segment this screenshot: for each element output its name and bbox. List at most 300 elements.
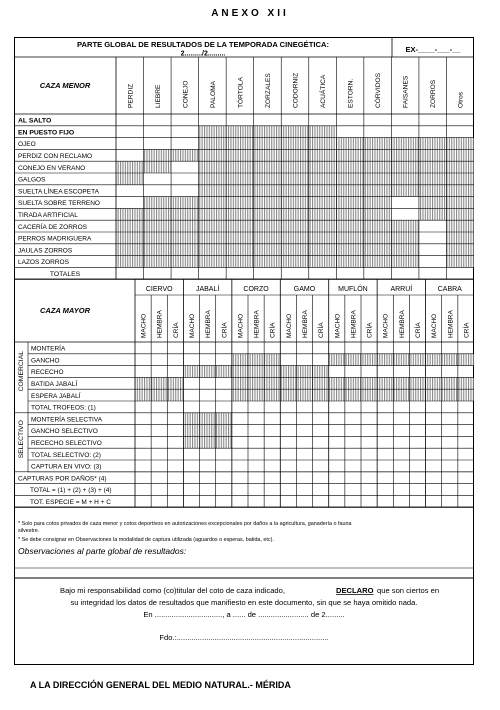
shaded-cell: [361, 389, 377, 401]
shaded-cell: [199, 244, 227, 256]
shaded-cell: [171, 256, 199, 268]
shaded-cell: [364, 256, 392, 268]
big-game-species-header: ARRUÍ: [390, 286, 413, 293]
shaded-cell: [254, 126, 282, 138]
big-game-species-header: CIERVO: [145, 286, 173, 293]
shaded-cell: [199, 173, 227, 185]
shaded-cell: [264, 366, 280, 378]
declaration-place-date: En ................................, a ...... de ........................ de 2.........: [143, 610, 345, 619]
big-game-sub-header: MACHO: [431, 313, 439, 338]
shaded-cell: [116, 244, 144, 256]
shaded-cell: [264, 389, 280, 401]
shaded-cell: [391, 185, 419, 197]
big-game-row-label: TOT. ESPECIE = M + H + C: [30, 499, 111, 506]
shaded-cell: [199, 256, 227, 268]
shaded-cell: [232, 354, 248, 366]
shaded-cell: [336, 220, 364, 232]
shaded-cell: [364, 208, 392, 220]
header-period: 2........./2.........: [180, 50, 226, 58]
blank-cell: [419, 244, 447, 256]
shaded-cell: [446, 256, 474, 268]
small-game-row-label: CACERÍA DE ZORROS: [18, 223, 87, 231]
shaded-cell: [329, 389, 345, 401]
shaded-cell: [226, 185, 254, 197]
small-game-species-header: ACUÁTICA: [320, 74, 328, 108]
big-game-species-header: CORZO: [243, 286, 269, 293]
shaded-cell: [419, 173, 447, 185]
declaration-text: que son ciertos en: [377, 586, 440, 595]
shaded-cell: [329, 377, 345, 389]
big-game-species-header: GAMO: [293, 286, 316, 293]
small-game-row-label: SUELTA SOBRE TERRENO: [18, 200, 100, 208]
shaded-cell: [281, 185, 309, 197]
shaded-cell: [458, 389, 474, 401]
shaded-cell: [151, 389, 167, 401]
big-game-sub-header: MACHO: [140, 313, 148, 338]
shaded-cell: [391, 149, 419, 161]
shaded-cell: [391, 244, 419, 256]
group-label-comercial: COMERCIAL: [18, 350, 25, 392]
shaded-cell: [281, 256, 309, 268]
shaded-cell: [226, 161, 254, 173]
blank-cell: [419, 256, 447, 268]
small-game-species-header: FAISANES: [402, 75, 410, 108]
shaded-cell: [364, 138, 392, 150]
shaded-cell: [216, 413, 232, 425]
big-game-species-header: MUFLÓN: [338, 286, 368, 293]
small-game-species-header: LIEBRE: [154, 84, 162, 108]
shaded-cell: [167, 377, 183, 389]
shaded-cell: [336, 232, 364, 244]
big-game-row-label: TOTAL = (1) + (2) + (3) + (4): [30, 487, 112, 495]
shaded-cell: [199, 161, 227, 173]
shaded-cell: [336, 256, 364, 268]
small-game-row-label: EN PUESTO FIJO: [18, 129, 75, 137]
small-game-species-header: ESTORN.: [347, 78, 355, 108]
annex-title: ANEXO XII: [211, 8, 289, 19]
big-game-row-label: MONTERÍA: [31, 345, 66, 353]
big-game-sub-header: HEMBRA: [302, 310, 309, 338]
shaded-cell: [309, 173, 337, 185]
shaded-cell: [116, 232, 144, 244]
shaded-cell: [216, 425, 232, 437]
big-game-row-label: RECECHO: [31, 369, 64, 377]
shaded-cell: [280, 377, 296, 389]
shaded-cell: [336, 197, 364, 209]
shaded-cell: [336, 149, 364, 161]
shaded-cell: [345, 389, 361, 401]
blank-cell: [144, 173, 172, 185]
shaded-cell: [296, 377, 312, 389]
shaded-cell: [419, 197, 447, 209]
shaded-cell: [144, 208, 172, 220]
shaded-cell: [309, 185, 337, 197]
footnote-1: * Solo para cotos privados de caza menor y cotos deportivos en autorizaciones excepcionales por daños a la agricultura, ganadería o fauna: [18, 521, 352, 527]
shaded-cell: [199, 197, 227, 209]
big-game-species-header: CABRA: [437, 286, 462, 293]
shaded-cell: [364, 173, 392, 185]
big-game-row-label: MONTERÍA SELECTIVA: [31, 416, 103, 424]
shaded-cell: [309, 232, 337, 244]
shaded-cell: [281, 244, 309, 256]
group-label-selectivo: SELECTIVO: [18, 420, 25, 459]
signature-line: Fdo.:........................................................................: [159, 633, 329, 642]
shaded-cell: [281, 220, 309, 232]
shaded-cell: [200, 436, 216, 448]
shaded-cell: [361, 354, 377, 366]
small-game-row-label: PERROS MADRIGUERA: [18, 235, 92, 243]
shaded-cell: [226, 244, 254, 256]
small-game-species-header: CODORNIZ: [292, 72, 300, 108]
shaded-cell: [199, 185, 227, 197]
shaded-cell: [446, 138, 474, 150]
shaded-cell: [151, 377, 167, 389]
big-game-sub-header: CRÍA: [415, 322, 422, 338]
shaded-cell: [336, 185, 364, 197]
shaded-cell: [336, 244, 364, 256]
shaded-cell: [419, 149, 447, 161]
shaded-cell: [309, 138, 337, 150]
shaded-cell: [232, 366, 248, 378]
shaded-cell: [309, 149, 337, 161]
shaded-cell: [419, 185, 447, 197]
header-title: PARTE GLOBAL DE RESULTADOS DE LA TEMPORADA CINEGÉTICA:: [76, 40, 330, 49]
shaded-cell: [199, 220, 227, 232]
shaded-cell: [313, 377, 329, 389]
shaded-cell: [199, 208, 227, 220]
shaded-cell: [226, 138, 254, 150]
shaded-cell: [409, 354, 425, 366]
blank-cell: [296, 354, 312, 366]
shaded-cell: [336, 138, 364, 150]
shaded-cell: [446, 232, 474, 244]
shaded-cell: [377, 354, 393, 366]
shaded-cell: [226, 197, 254, 209]
big-game-sub-header: HEMBRA: [253, 310, 261, 338]
shaded-cell: [281, 161, 309, 173]
big-game-row-label: RECECHO SELECTIVO: [31, 440, 102, 447]
shaded-cell: [309, 161, 337, 173]
shaded-cell: [446, 149, 474, 161]
shaded-cell: [364, 161, 392, 173]
small-game-row-label: LAZOS ZORROS: [18, 259, 69, 267]
small-game-row-label: OJEO: [18, 141, 36, 149]
shaded-cell: [254, 220, 282, 232]
shaded-cell: [200, 366, 216, 378]
blank-cell: [171, 161, 199, 173]
shaded-cell: [442, 354, 458, 366]
shaded-cell: [171, 208, 199, 220]
shaded-cell: [226, 126, 254, 138]
shaded-cell: [419, 161, 447, 173]
shaded-cell: [281, 149, 309, 161]
shaded-cell: [254, 232, 282, 244]
small-game-row-label: TIRADA ARTIFICIAL: [18, 212, 78, 219]
shaded-cell: [116, 256, 144, 268]
small-game-species-header: TÓRTOLA: [237, 77, 245, 108]
shaded-cell: [171, 220, 199, 232]
shaded-cell: [281, 138, 309, 150]
shaded-cell: [309, 220, 337, 232]
blank-cell: [116, 185, 144, 197]
blank-cell: [391, 208, 419, 220]
shaded-cell: [364, 197, 392, 209]
big-game-sub-header: CRÍA: [269, 322, 277, 338]
shaded-cell: [426, 354, 442, 366]
shaded-cell: [144, 149, 172, 161]
shaded-cell: [226, 256, 254, 268]
shaded-cell: [446, 161, 474, 173]
shaded-cell: [199, 138, 227, 150]
big-game-sub-header: MACHO: [189, 313, 196, 338]
shaded-cell: [144, 256, 172, 268]
shaded-cell: [135, 389, 151, 401]
shaded-cell: [216, 436, 232, 448]
shaded-cell: [419, 208, 447, 220]
shaded-cell: [446, 173, 474, 185]
big-game-sub-header: HEMBRA: [447, 310, 455, 338]
shaded-cell: [309, 126, 337, 138]
shaded-cell: [442, 389, 458, 401]
shaded-cell: [199, 149, 227, 161]
shaded-cell: [313, 389, 329, 401]
big-game-sub-header: MACHO: [285, 313, 293, 338]
shaded-cell: [116, 208, 144, 220]
shaded-cell: [200, 425, 216, 437]
shaded-cell: [116, 173, 144, 185]
blank-cell: [144, 185, 172, 197]
shaded-cell: [264, 377, 280, 389]
shaded-cell: [144, 244, 172, 256]
shaded-cell: [232, 389, 248, 401]
shaded-cell: [336, 208, 364, 220]
shaded-cell: [309, 256, 337, 268]
footer-address: A LA DIRECCIÓN GENERAL DEL MEDIO NATURAL.- MÉRIDA: [30, 680, 291, 690]
shaded-cell: [226, 220, 254, 232]
shaded-cell: [171, 232, 199, 244]
shaded-cell: [199, 126, 227, 138]
shaded-cell: [254, 149, 282, 161]
shaded-cell: [377, 377, 393, 389]
shaded-cell: [281, 126, 309, 138]
small-game-species-header: PALOMA: [209, 81, 217, 108]
shaded-cell: [254, 138, 282, 150]
small-game-species-header: ZORROS: [430, 79, 438, 108]
blank-cell: [419, 220, 447, 232]
shaded-cell: [144, 161, 172, 173]
observations-label: Observaciones al parte global de resultados:: [18, 546, 187, 556]
shaded-cell: [144, 232, 172, 244]
shaded-cell: [361, 377, 377, 389]
shaded-cell: [345, 377, 361, 389]
shaded-cell: [226, 173, 254, 185]
shaded-cell: [135, 377, 151, 389]
shaded-cell: [446, 244, 474, 256]
shaded-cell: [409, 389, 425, 401]
shaded-cell: [254, 197, 282, 209]
big-game-row-label: CAPTURAS POR DAÑOS* (4): [18, 475, 107, 483]
small-game-totals-label: TOTALES: [49, 271, 81, 278]
small-game-species-header: PERDIZ: [127, 83, 135, 108]
shaded-cell: [393, 354, 409, 366]
big-game-sub-header: CRÍA: [172, 322, 180, 338]
shaded-cell: [248, 377, 264, 389]
big-game-row-label: GANCHO SELECTIVO: [31, 428, 98, 436]
shaded-cell: [446, 220, 474, 232]
shaded-cell: [409, 377, 425, 389]
shaded-cell: [391, 138, 419, 150]
shaded-cell: [446, 197, 474, 209]
big-game-sub-header: CRÍA: [366, 322, 374, 338]
shaded-cell: [364, 232, 392, 244]
big-game-row-label: GANCHO: [31, 357, 60, 365]
shaded-cell: [171, 197, 199, 209]
shaded-cell: [426, 389, 442, 401]
shaded-cell: [393, 389, 409, 401]
shaded-cell: [226, 208, 254, 220]
declaration-text: Bajo mi responsabilidad como (co)titular del coto de caza indicado,: [60, 586, 285, 595]
footnote-2: * Se debe consignar en Observaciones la modalidad de captura utilizada (aguardos o esperas, batida, etc).: [18, 537, 274, 543]
big-game-sub-header: CRÍA: [318, 322, 326, 338]
big-game-row-label: CAPTURA EN VIVO: (3): [31, 463, 102, 471]
small-game-heading: CAZA MENOR: [39, 81, 91, 90]
shaded-cell: [336, 173, 364, 185]
big-game-sub-header: MACHO: [334, 313, 342, 338]
declaration-keyword: DECLARO: [336, 586, 374, 595]
big-game-row-label: ESPERA JABALÍ: [31, 392, 81, 400]
small-game-row-label: GALGOS: [18, 176, 46, 184]
shaded-cell: [309, 197, 337, 209]
shaded-cell: [377, 389, 393, 401]
shaded-cell: [419, 138, 447, 150]
small-game-row-label: AL SALTO: [18, 117, 52, 125]
big-game-sub-header: MACHO: [237, 313, 245, 338]
blank-cell: [116, 197, 144, 209]
big-game-sub-header: HEMBRA: [350, 310, 358, 338]
big-game-sub-header: CRÍA: [463, 322, 471, 338]
big-game-sub-header: CRÍA: [221, 322, 229, 338]
shaded-cell: [171, 244, 199, 256]
shaded-cell: [116, 161, 144, 173]
shaded-cell: [364, 185, 392, 197]
shaded-cell: [254, 256, 282, 268]
shaded-cell: [199, 232, 227, 244]
shaded-cell: [391, 256, 419, 268]
big-game-species-header: JABALÍ: [195, 286, 220, 293]
blank-cell: [419, 232, 447, 244]
declaration-text: su integridad los datos de resultados que manifiesto en este documento, sin que se haya omitido nada.: [70, 598, 418, 607]
shaded-cell: [226, 232, 254, 244]
small-game-species-header: CONEJO: [182, 80, 190, 108]
shaded-cell: [254, 161, 282, 173]
shaded-cell: [442, 377, 458, 389]
shaded-cell: [183, 413, 199, 425]
shaded-cell: [458, 354, 474, 366]
shaded-cell: [281, 197, 309, 209]
shaded-cell: [232, 377, 248, 389]
shaded-cell: [254, 185, 282, 197]
big-game-sub-header: HEMBRA: [205, 310, 213, 338]
shaded-cell: [183, 436, 199, 448]
big-game-heading: CAZA MAYOR: [40, 306, 90, 315]
shaded-cell: [313, 366, 329, 378]
shaded-cell: [183, 366, 199, 378]
shaded-cell: [296, 389, 312, 401]
small-game-species-header: ZORZALES: [264, 73, 272, 108]
shaded-cell: [116, 220, 144, 232]
shaded-cell: [171, 149, 199, 161]
shaded-cell: [446, 208, 474, 220]
shaded-cell: [364, 220, 392, 232]
shaded-cell: [144, 197, 172, 209]
shaded-cell: [296, 366, 312, 378]
shaded-cell: [281, 208, 309, 220]
shaded-cell: [393, 377, 409, 389]
big-game-row-label: TOTAL SELECTIVO: (2): [31, 451, 101, 459]
shaded-cell: [426, 377, 442, 389]
shaded-cell: [226, 149, 254, 161]
shaded-cell: [254, 173, 282, 185]
shaded-cell: [309, 244, 337, 256]
small-game-row-label: CONEJO EN VERANO: [18, 164, 86, 172]
small-game-species-header: Otros: [457, 91, 465, 108]
blank-cell: [171, 185, 199, 197]
shaded-cell: [391, 173, 419, 185]
big-game-sub-header: MACHO: [382, 313, 390, 338]
ex-reference: EX-____-___-__: [405, 45, 461, 54]
shaded-cell: [329, 354, 345, 366]
shaded-cell: [364, 149, 392, 161]
big-game-row-label: BATIDA JABALÍ: [31, 381, 78, 388]
shaded-cell: [248, 354, 264, 366]
shaded-cell: [391, 220, 419, 232]
shaded-cell: [446, 185, 474, 197]
shaded-cell: [248, 389, 264, 401]
shaded-cell: [336, 161, 364, 173]
shaded-cell: [183, 425, 199, 437]
shaded-cell: [144, 220, 172, 232]
shaded-cell: [281, 173, 309, 185]
footnote-1-continued: silvestre.: [18, 528, 40, 534]
shaded-cell: [280, 389, 296, 401]
shaded-cell: [167, 389, 183, 401]
shaded-cell: [364, 244, 392, 256]
shaded-cell: [200, 413, 216, 425]
shaded-cell: [309, 208, 337, 220]
shaded-cell: [216, 366, 232, 378]
small-game-row-label: SUELTA LÍNEA ESCOPETA: [18, 188, 99, 196]
blank-cell: [313, 354, 329, 366]
shaded-cell: [281, 232, 309, 244]
shaded-cell: [458, 377, 474, 389]
shaded-cell: [280, 366, 296, 378]
shaded-cell: [254, 244, 282, 256]
shaded-cell: [248, 366, 264, 378]
shaded-cell: [391, 161, 419, 173]
small-game-row-label: JAULAS ZORROS: [18, 247, 73, 255]
big-game-sub-header: HEMBRA: [398, 310, 406, 338]
blank-cell: [280, 354, 296, 366]
shaded-cell: [345, 354, 361, 366]
small-game-species-header: CÓRVIDOS: [375, 72, 383, 108]
shaded-cell: [264, 354, 280, 366]
shaded-cell: [391, 232, 419, 244]
big-game-sub-header: HEMBRA: [156, 310, 164, 338]
big-game-row-label: TOTAL TROFEOS: (1): [31, 404, 96, 412]
blank-cell: [391, 197, 419, 209]
shaded-cell: [254, 208, 282, 220]
small-game-row-label: PERDIZ CON RECLAMO: [18, 153, 93, 160]
